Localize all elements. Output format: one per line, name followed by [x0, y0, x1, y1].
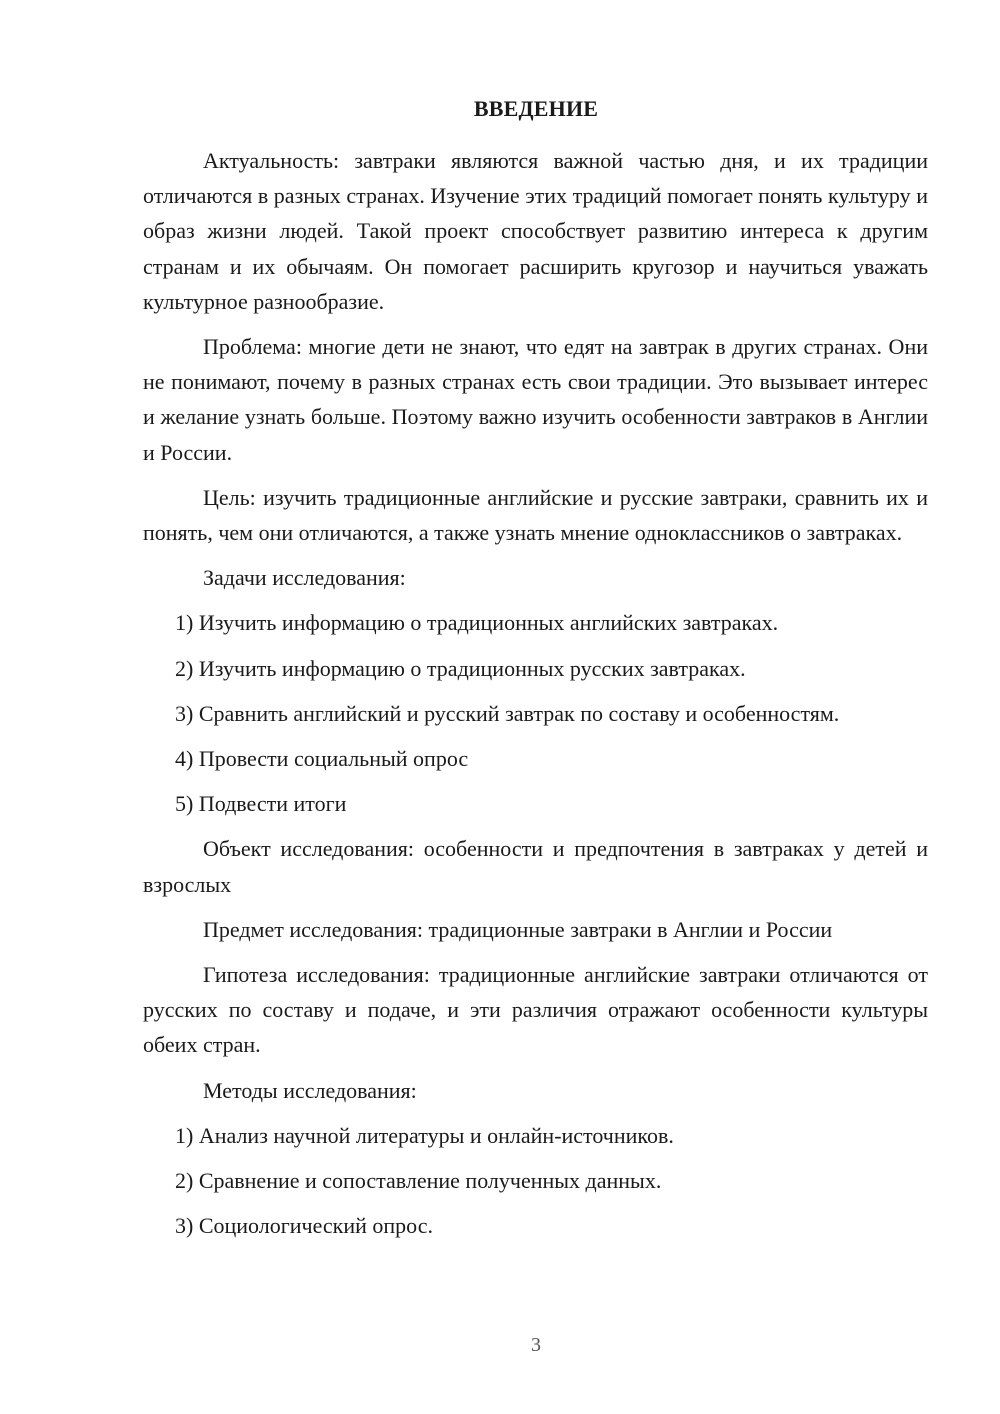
page-number: 3 [531, 1334, 541, 1356]
list-item: 3) Сравнить английский и русский завтрак по составу и особенностям. [175, 700, 840, 726]
list-item: 1) Изучить информацию о традиционных английских завтраках. [175, 610, 779, 636]
list-item: 2) Сравнение и сопоставление полученных данных. [175, 1168, 662, 1194]
list-item: 5) Подвести итоги [175, 791, 347, 817]
hypothesis-paragraph: Гипотеза исследования: традиционные английские завтраки отличаются от русских по составу и подаче, и эти различия отражают особенности культуры обеих стран. [143, 962, 928, 1058]
relevance-paragraph: Актуальность: завтраки являются важной частью дня, и их традиции отличаются в разных странах. Изучение этих традиций помогает понять культуру и образ жизни людей. Такой проект способствует развитию интереса к другим странам и их обычаям. Он помогает расширить кругозор и научиться уважать культурное разнообразие. [143, 148, 928, 314]
problem-paragraph: Проблема: многие дети не знают, что едят на завтрак в других странах. Они не понимают, почему в разных странах есть свои традиции. Это вызывает интерес и желание узнать больше. Поэтому важно изучить особенности завтраков в Англии и России. [143, 334, 928, 465]
list-item: 2) Изучить информацию о традиционных русских завтраках. [175, 655, 746, 681]
methods-heading: Методы исследования: [203, 1077, 417, 1103]
page-title: ВВЕДЕНИЕ [473, 96, 599, 121]
goal-paragraph: Цель: изучить традиционные английские и русские завтраки, сравнить их и понять, чем они отличаются, а также узнать мнение одноклассников о завтраках. [143, 484, 928, 546]
list-item: 3) Социологический опрос. [175, 1213, 433, 1239]
list-item: 1) Анализ научной литературы и онлайн-источников. [175, 1122, 674, 1148]
list-item: 4) Провести социальный опрос [175, 746, 469, 772]
document-body [143, 143, 928, 1243]
subject-paragraph: Предмет исследования: традиционные завтраки в Англии и России [203, 916, 833, 942]
tasks-list [143, 605, 928, 821]
methods-list [143, 1118, 928, 1244]
tasks-heading: Задачи исследования: [203, 565, 406, 591]
object-paragraph: Объект исследования: особенности и предпочтения в завтраках у детей и взрослых [143, 836, 928, 897]
